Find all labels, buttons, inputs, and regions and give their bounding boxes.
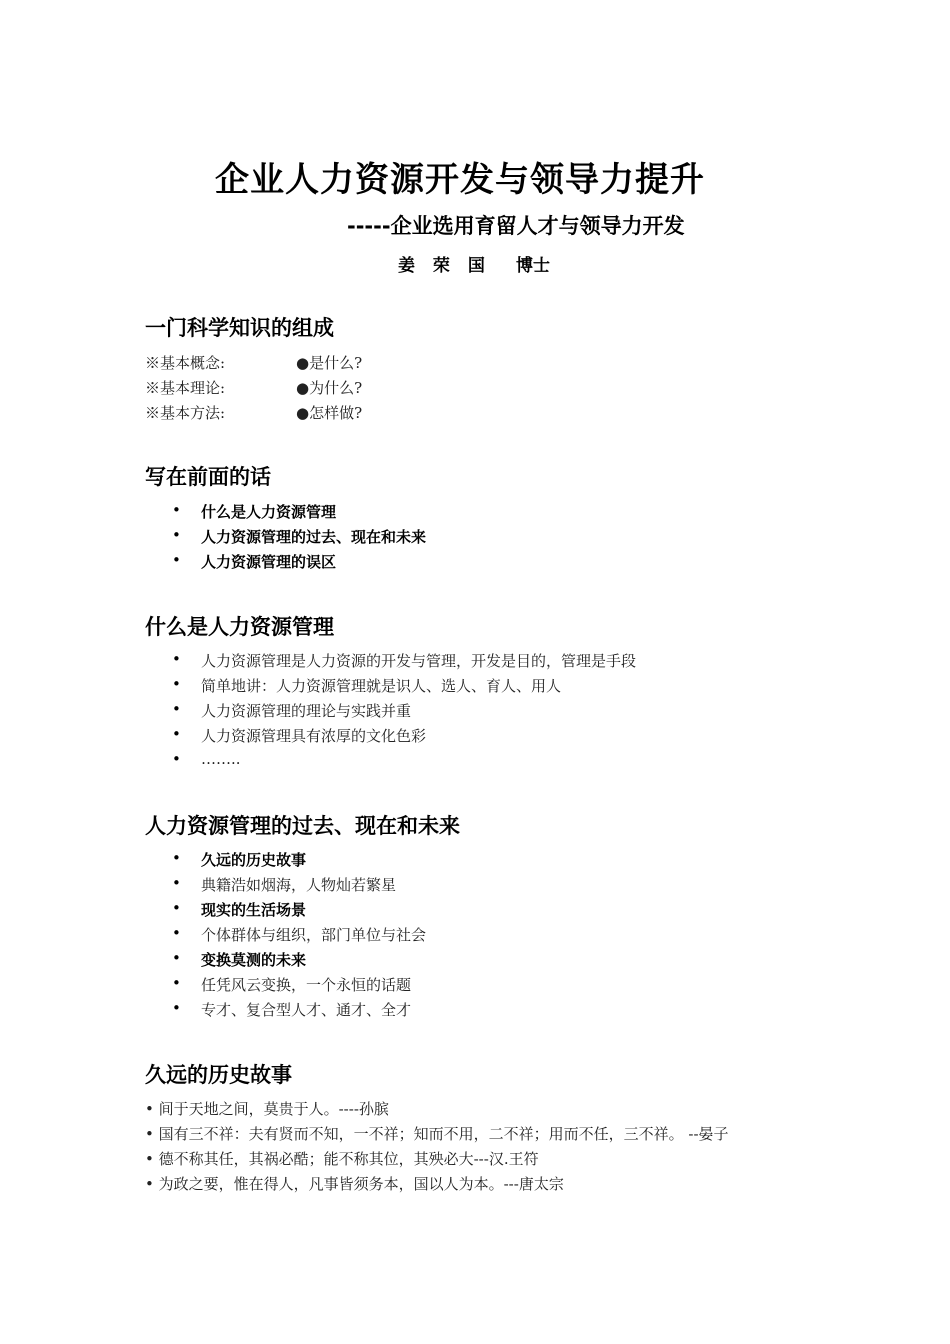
- list-item-text: 人力资源管理的理论与实践并重: [201, 702, 412, 720]
- concept-value: ●是什么?: [296, 354, 363, 372]
- concept-label: ※基本理论:: [145, 379, 226, 397]
- list-item-text: 专才、复合型人才、通才、全才: [201, 1001, 412, 1019]
- section-heading-what-is-hrm: 什么是人力资源管理: [145, 615, 334, 639]
- bullet-icon: •: [172, 501, 181, 519]
- section-heading-history: 久远的历史故事: [145, 1063, 292, 1087]
- bullet-icon: •: [172, 675, 181, 693]
- bullet-icon: •: [172, 949, 181, 967]
- bullet-icon: •: [172, 899, 181, 917]
- bullet-icon: •: [172, 849, 181, 867]
- document-subtitle: -----企业选用育留人才与领导力开发: [347, 214, 685, 238]
- concept-value: ●为什么?: [296, 379, 363, 397]
- bullet-icon: •: [172, 725, 181, 743]
- bullet-icon: •: [172, 551, 181, 569]
- section-heading-knowledge: 一门科学知识的组成: [145, 316, 334, 340]
- quote-line: • 间于天地之间，莫贵于人。----孙膑: [145, 1100, 389, 1118]
- list-item-text: 人力资源管理的误区: [201, 553, 337, 571]
- concept-value: ●怎样做?: [296, 404, 363, 422]
- quote-line: • 德不称其任，其祸必酷；能不称其位，其殃必大---汉.王符: [145, 1150, 539, 1168]
- list-item-text: 人力资源管理的过去、现在和未来: [201, 528, 427, 546]
- list-item-text: 个体群体与组织，部门单位与社会: [201, 926, 427, 944]
- bullet-icon: •: [172, 650, 181, 668]
- author-name: 姜 荣 国: [398, 256, 491, 276]
- list-item-text: 久远的历史故事: [201, 851, 307, 869]
- quote-line: • 为政之要，惟在得人，凡事皆须务本，国以人为本。---唐太宗: [145, 1175, 564, 1193]
- document-title: 企业人力资源开发与领导力提升: [215, 160, 705, 200]
- bullet-icon: •: [172, 999, 181, 1017]
- bullet-icon: •: [172, 974, 181, 992]
- section-heading-preface: 写在前面的话: [145, 465, 271, 489]
- concept-label: ※基本方法:: [145, 404, 226, 422]
- bullet-icon: •: [172, 750, 181, 768]
- list-item-text: 变换莫测的未来: [201, 951, 307, 969]
- list-item-text: 现实的生活场景: [201, 901, 307, 919]
- author-degree: 博士: [516, 256, 550, 276]
- list-item-text: 简单地讲：人力资源管理就是识人、选人、育人、用人: [201, 677, 562, 695]
- list-item-text: 任凭风云变换，一个永恒的话题: [201, 976, 412, 994]
- bullet-icon: •: [172, 924, 181, 942]
- list-item-text: 人力资源管理具有浓厚的文化色彩: [201, 727, 427, 745]
- list-item-text: 人力资源管理是人力资源的开发与管理，开发是目的，管理是手段: [201, 652, 637, 670]
- bullet-icon: •: [172, 526, 181, 544]
- section-heading-past-present-future: 人力资源管理的过去、现在和未来: [145, 814, 460, 838]
- concept-label: ※基本概念:: [145, 354, 226, 372]
- list-item-text: ……..: [201, 750, 241, 768]
- bullet-icon: •: [172, 700, 181, 718]
- list-item-text: 什么是人力资源管理: [201, 503, 337, 521]
- list-item-text: 典籍浩如烟海，人物灿若繁星: [201, 876, 397, 894]
- quote-line: • 国有三不祥：夫有贤而不知，一不祥；知而不用，二不祥；用而不任，三不祥。 --晏子: [145, 1125, 729, 1143]
- bullet-icon: •: [172, 874, 181, 892]
